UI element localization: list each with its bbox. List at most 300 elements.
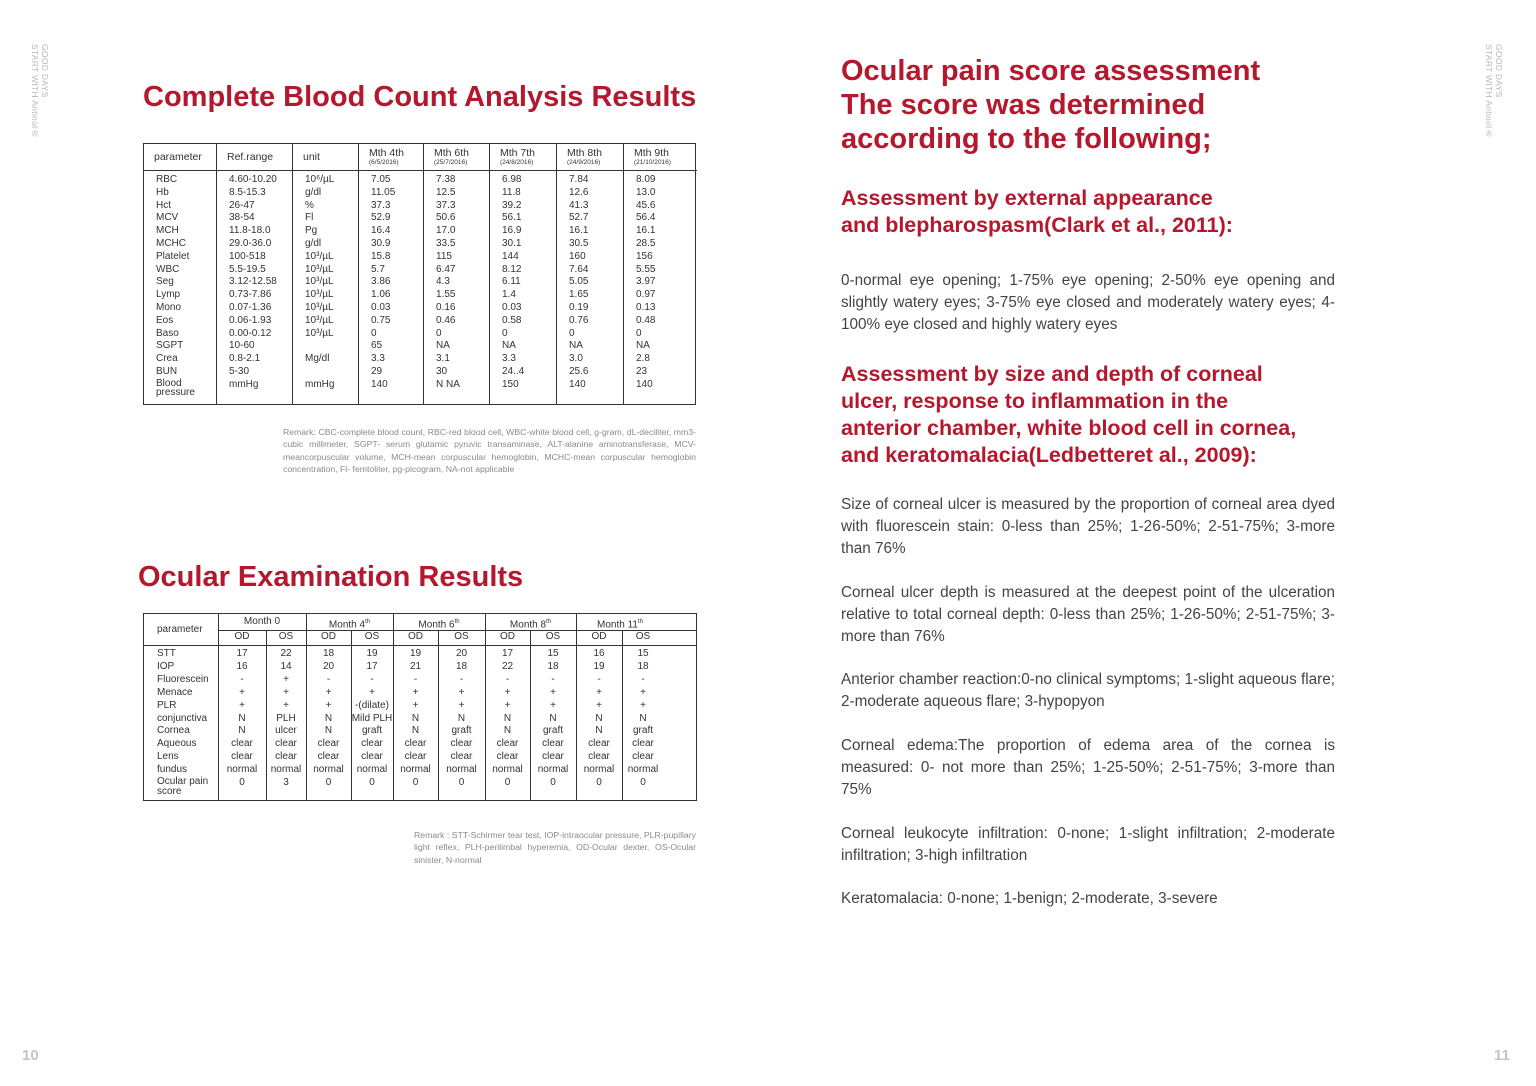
cbc-cell: 4.60-10.20: [229, 174, 277, 185]
ocular-param-label: Menace: [157, 686, 193, 698]
cbc-cell: 0: [636, 327, 642, 339]
cbc-cell: 16.1: [569, 225, 589, 237]
ocular-cell: +: [640, 699, 646, 711]
cbc-header-date: (24/9/2016): [567, 159, 601, 166]
paragraph-anterior-chamber: Anterior chamber reaction:0-no clinical symptoms; 1-slight aqueous flare; 2-moderate aqueous flare; 3-hypopyon: [841, 671, 1335, 710]
cbc-cell: g/dl: [305, 186, 322, 198]
ocular-cell: clear: [231, 751, 253, 763]
cbc-cell: 5.5-19.5: [229, 263, 266, 275]
ocular-eye-label: OD: [408, 631, 423, 642]
ocular-cell: normal: [356, 764, 388, 776]
cbc-title: Complete Blood Count Analysis Results: [143, 81, 697, 113]
ocular-cell: normal: [400, 764, 431, 776]
cbc-cell: 0.19: [569, 302, 589, 313]
ocular-cell: 19: [593, 660, 605, 672]
cbc-cell: 140: [636, 378, 653, 390]
cbc-cell: Fl: [305, 212, 314, 224]
ocular-cell: 0: [412, 777, 419, 788]
cbc-header-cell: [490, 144, 556, 171]
page-number-left: 10: [22, 1047, 39, 1064]
cbc-table: [143, 143, 696, 405]
cbc-header-cell: [144, 144, 216, 171]
cbc-cell: NA: [502, 340, 516, 352]
ocular-cell: clear: [361, 738, 383, 750]
ocular-cell: 0: [458, 777, 465, 788]
section2-line-3: anterior chamber, white blood cell in cornea,: [841, 416, 1297, 440]
ocular-title: Ocular Examination Results: [138, 561, 524, 593]
ocular-cell: normal: [627, 764, 659, 776]
cbc-cell: Mg/dl: [305, 353, 330, 365]
cbc-cell: 15.8: [371, 250, 391, 262]
cbc-cell: 3.12-12.58: [229, 276, 277, 288]
ocular-cell: 20: [455, 648, 468, 659]
cbc-cell: 29.0-36.0: [229, 238, 272, 249]
cbc-remark: Remark: CBC-complete blood count, RBC-red blood cell, WBC-white blood cell, g-gram, dL-deciliter, mm3-cubic millimeter, SGPT- serum glutamic pyruvic transaminase, ALT-alanine aminotransferase, MCV-meancorpuscular volume, MCH-mean corpuscular hemoglobin, MCHC-mean corpuscular hemoglobin concentration, Fl- femtoliter, pg-picogram, NA-not applicable: [283, 427, 696, 474]
ocular-cell: normal: [446, 764, 477, 776]
ocular-cell: clear: [450, 751, 473, 763]
cbc-cell: 0.00-0.12: [229, 327, 272, 339]
cbc-cell: 2.8: [636, 353, 650, 365]
ocular-param-label: PLR: [157, 699, 177, 711]
ocular-cell: clear: [404, 738, 427, 750]
cbc-cell: 52.9: [371, 212, 391, 224]
ocular-month-header: Month 11th: [597, 619, 643, 631]
ocular-cell: normal: [583, 764, 615, 776]
cbc-header-label: Mth 4th: [369, 147, 405, 159]
ocular-cell: +: [412, 686, 419, 698]
ocular-param-label: Aqueous: [157, 738, 197, 750]
cbc-header-label: parameter: [154, 150, 202, 163]
cbc-cell: 38-54: [229, 212, 255, 224]
cbc-cell: 33.5: [436, 238, 456, 249]
cbc-cell: 8.5-15.3: [229, 186, 266, 198]
ocular-eye-label: OS: [364, 631, 380, 642]
cbc-header-label: Mth 7th: [500, 147, 536, 159]
section1-line-2: and blepharospasm(Clark et al., 2011):: [841, 213, 1233, 237]
ocular-cell: clear: [317, 738, 340, 750]
paragraph-ulcer-size: Size of corneal ulcer is measured by the proportion of corneal area dyed with fluorescein stain: 0-less than 25%; 1-26-50%; 2-51-75%; 3-more than 76%: [841, 496, 1335, 557]
ocular-cell: 0: [640, 777, 646, 788]
cbc-cell: 5.7: [371, 263, 385, 275]
cbc-header-label: Mth 9th: [634, 147, 670, 159]
cbc-cell: 115: [436, 250, 452, 262]
cbc-cell: 10³/µL: [305, 289, 334, 301]
cbc-cell: 11.05: [371, 186, 396, 198]
ocular-cell: +: [550, 686, 556, 698]
cbc-cell: 30.5: [569, 238, 589, 249]
ocular-cell: clear: [588, 738, 610, 750]
cbc-cell: 6.47: [436, 263, 456, 275]
cbc-cell: 56.1: [502, 212, 522, 224]
ocular-param-label: fundus: [157, 764, 188, 776]
cbc-cell: 16.1: [636, 225, 656, 237]
ocular-table: [143, 613, 697, 801]
page-number-right: 11: [1494, 1047, 1510, 1064]
cbc-cell: 5-30: [229, 366, 250, 377]
ocular-cell: N: [639, 712, 647, 724]
cbc-header-label: unit: [303, 150, 320, 163]
ocular-param-label: STT: [157, 648, 176, 659]
cbc-header-label: Mth 6th: [434, 147, 470, 159]
cbc-cell: 156: [636, 250, 653, 262]
cbc-cell: 7.84: [569, 174, 589, 185]
cbc-cell: 39.2: [502, 199, 522, 211]
cbc-cell: 1.55: [436, 289, 456, 301]
ocular-cell: normal: [492, 764, 523, 776]
ocular-cell: +: [412, 699, 419, 711]
cbc-cell: NA: [569, 340, 583, 352]
ocular-cell: 18: [455, 660, 468, 672]
ocular-cell: +: [239, 686, 245, 698]
cbc-cell: g/dl: [305, 238, 322, 249]
section1-line-1: Assessment by external appearance: [841, 186, 1213, 210]
ocular-cell: N: [503, 725, 512, 737]
ocular-eye-label: OD: [234, 631, 250, 642]
ocular-eye-label: OS: [635, 631, 651, 642]
cbc-cell: 30: [436, 366, 448, 377]
cbc-cell: 26-47: [229, 199, 255, 211]
ocular-cell: 20: [322, 660, 335, 672]
cbc-cell: BUN: [156, 366, 178, 377]
ocular-eye-label: OD: [500, 631, 515, 642]
cbc-cell: 12.6: [569, 186, 589, 198]
cbc-cell: 11.8-18.0: [229, 225, 271, 237]
ocular-cell: +: [504, 699, 511, 711]
cbc-cell: 10³/µL: [305, 314, 334, 326]
ocular-cell: N: [238, 712, 246, 724]
ocular-cell: clear: [231, 738, 253, 750]
ocular-cell: normal: [270, 764, 302, 776]
cbc-cell: RBC: [156, 174, 178, 185]
ocular-cell: 17: [236, 648, 248, 659]
paragraph-corneal-edema: Corneal edema:The proportion of edema area of the cornea is measured: 0- not more than 25%; 1-25-50%; 2-51-75%; 3-more than 75%: [841, 737, 1335, 798]
cbc-header-date: (21/10/2016): [634, 159, 671, 166]
ocular-month-header: Month 6th: [418, 619, 460, 631]
cbc-cell: Lymp: [156, 289, 181, 301]
ocular-eye-label: OS: [278, 631, 294, 642]
ocular-cell: 15: [547, 648, 559, 659]
brand-line-2: START WITH Antinol®: [1484, 44, 1494, 139]
section-corneal-ulcer-heading: [841, 361, 1296, 469]
cbc-header-date: (25/7/2016): [434, 159, 468, 166]
cbc-cell: 8.09: [636, 174, 656, 185]
cbc-header-cell: [624, 144, 697, 171]
cbc-cell: MCV: [156, 212, 179, 224]
ocular-cell: PLH: [276, 712, 296, 724]
cbc-cell: 29: [371, 366, 383, 377]
ocular-cell: N: [457, 712, 466, 724]
ocular-cell: N: [411, 725, 420, 737]
ocular-header-parameter: parameter: [157, 624, 203, 635]
cbc-cell: 7.38: [436, 174, 456, 185]
cbc-column: [490, 144, 557, 404]
ocular-cell: 22: [501, 660, 514, 672]
cbc-header-date: (24/8/2016): [500, 159, 534, 166]
ocular-cell: clear: [317, 751, 340, 763]
ocular-cell: 22: [280, 648, 292, 659]
cbc-cell: 1.06: [371, 289, 391, 301]
cbc-cell: 10³/µL: [305, 302, 334, 313]
brand-tagline-right: [1484, 44, 1504, 139]
cbc-column: [424, 144, 490, 404]
ocular-cell: clear: [496, 751, 519, 763]
cbc-header-cell: [217, 144, 292, 171]
cbc-cell: 11.8: [502, 186, 521, 198]
ocular-cell: +: [325, 699, 332, 711]
cbc-cell: 7.64: [569, 263, 589, 275]
cbc-cell: Baso: [156, 327, 179, 339]
cbc-column: [217, 144, 293, 404]
ocular-cell: graft: [361, 725, 382, 737]
cbc-cell: %: [305, 199, 314, 211]
cbc-cell: 30.9: [371, 238, 391, 249]
cbc-cell: 6.11: [502, 276, 521, 288]
ocular-cell: -(dilate): [355, 699, 389, 711]
cbc-cell: 7.05: [371, 174, 391, 185]
section-external-appearance-heading: [841, 185, 1233, 239]
ocular-cell: +: [550, 699, 556, 711]
cbc-cell: 10³/µL: [305, 250, 334, 262]
cbc-header-label: Ref.range: [227, 150, 274, 163]
title-line-1: Ocular pain score assessment: [841, 55, 1261, 87]
title-line-2: The score was determined: [841, 89, 1206, 121]
cbc-cell: Pg: [305, 225, 318, 237]
ocular-cell: N: [238, 725, 246, 737]
ocular-eye-label: OS: [454, 631, 469, 642]
cbc-cell: 0.03: [371, 302, 391, 313]
ocular-cell: -: [459, 673, 464, 685]
cbc-cell: NA: [436, 340, 450, 352]
ocular-param-label: Ocular pain score: [157, 776, 209, 797]
ocular-cell: Mild PLH: [351, 712, 393, 724]
brand-tagline-left: [30, 44, 50, 139]
cbc-cell: Hct: [156, 199, 171, 211]
cbc-cell: 150: [502, 378, 519, 390]
cbc-cell: 6.98: [502, 174, 522, 185]
cbc-cell: SGPT: [156, 340, 184, 352]
cbc-cell: Mono: [156, 302, 182, 313]
section2-line-1: Assessment by size and depth of corneal: [841, 362, 1263, 386]
cbc-cell: 10⁶/µL: [305, 174, 335, 185]
ocular-cell: clear: [632, 738, 654, 750]
cbc-cell: 25.6: [569, 366, 589, 377]
cbc-cell: 0.48: [636, 314, 656, 326]
cbc-cell: Crea: [156, 353, 178, 365]
ocular-cell: +: [596, 686, 602, 698]
cbc-cell: 0.58: [502, 314, 522, 326]
ocular-cell: +: [458, 686, 465, 698]
ocular-cell: 21: [409, 660, 422, 672]
section1-text: 0-normal eye opening; 1-75% eye opening; 2-50% eye opening and slightly watery eyes; 3-75% eye closed and moderately watery eyes; 4-100% eye closed and highly watery eyes: [841, 272, 1335, 333]
ocular-eye-label: OD: [591, 631, 607, 642]
ocular-cell: 19: [366, 648, 378, 659]
cbc-cell: 100-518: [229, 250, 266, 262]
cbc-cell: 4.3: [436, 276, 450, 288]
cbc-header-cell: [293, 144, 358, 171]
cbc-cell: Eos: [156, 314, 174, 326]
cbc-cell: Hb: [156, 186, 169, 198]
cbc-cell: 0: [436, 327, 442, 339]
cbc-cell: 3.86: [371, 276, 391, 288]
ocular-cell: ulcer: [275, 725, 297, 737]
ocular-cell: normal: [537, 764, 569, 776]
brand-line-1: GOOD DAYS: [40, 44, 50, 98]
ocular-cell: +: [283, 673, 289, 685]
ocular-cell: clear: [542, 751, 564, 763]
cbc-cell: 0.97: [636, 289, 656, 301]
cbc-cell: 24..4: [502, 366, 525, 377]
cbc-cell: 10³/µL: [305, 263, 334, 275]
ocular-cell: N: [324, 712, 333, 724]
cbc-cell: 65: [371, 340, 383, 352]
cbc-cell: 0.76: [569, 314, 589, 326]
cbc-cell: 1.65: [569, 289, 589, 301]
ocular-cell: 0: [239, 777, 245, 788]
ocular-cell: +: [325, 686, 332, 698]
ocular-cell: 17: [501, 648, 514, 659]
cbc-cell: 50.6: [436, 212, 456, 224]
ocular-param-label: Fluorescein: [157, 673, 209, 685]
ocular-eye-label: OD: [321, 631, 336, 642]
cbc-cell: 160: [569, 250, 586, 262]
cbc-cell: MCH: [156, 225, 179, 237]
cbc-cell: MCHC: [156, 238, 186, 249]
ocular-cell: graft: [632, 725, 653, 737]
cbc-column: [293, 144, 359, 404]
ocular-cell: clear: [361, 751, 383, 763]
ocular-param-label: Cornea: [157, 725, 190, 737]
ocular-cell: clear: [542, 738, 564, 750]
ocular-param-label: IOP: [157, 660, 175, 672]
cbc-cell: WBC: [156, 263, 180, 275]
cbc-cell: 0: [569, 327, 575, 339]
ocular-cell: +: [504, 686, 511, 698]
cbc-column: [557, 144, 624, 404]
cbc-cell: 45.6: [636, 199, 656, 211]
cbc-cell: 140: [371, 378, 388, 390]
ocular-pain-title: [841, 54, 1260, 156]
ocular-cell: 16: [236, 660, 248, 672]
cbc-cell: 10-60: [229, 340, 255, 352]
cbc-cell: 140: [569, 378, 586, 390]
ocular-cell: normal: [226, 764, 258, 776]
cbc-cell: mmHg: [305, 378, 335, 390]
cbc-cell: 37.3: [371, 199, 391, 211]
paragraph-ulcer-depth: Corneal ulcer depth is measured at the deepest point of the ulceration relative to total corneal depth: 0-less than 25%; 1-26-50%; 2-51-75%; 3-more than 76%: [841, 584, 1335, 645]
ocular-cell: +: [283, 699, 289, 711]
cbc-cell: 13.0: [636, 186, 656, 198]
cbc-cell: 3.3: [371, 353, 385, 365]
cbc-cell: Platelet: [156, 250, 190, 262]
cbc-cell: 3.97: [636, 276, 656, 288]
ocular-cell: -: [597, 673, 601, 685]
ocular-cell: +: [640, 686, 646, 698]
ocular-month-header: Month 0: [243, 616, 281, 627]
cbc-header-cell: [557, 144, 623, 171]
ocular-cell: clear: [632, 751, 654, 763]
ocular-cell: 14: [280, 660, 292, 672]
ocular-cell: 0: [596, 777, 602, 788]
ocular-cell: +: [458, 699, 465, 711]
ocular-cell: -: [641, 673, 645, 685]
ocular-cell: 0: [504, 777, 511, 788]
cbc-cell: 0.13: [636, 302, 656, 313]
cbc-cell: 0.8-2.1: [229, 353, 261, 365]
cbc-cell: 0.73-7.86: [229, 289, 272, 301]
ocular-cell: 19: [409, 648, 422, 659]
ocular-param-label: conjunctiva: [157, 712, 208, 724]
cbc-cell: 56.4: [636, 212, 656, 224]
cbc-cell: 0: [371, 327, 377, 339]
cbc-cell: Blood pressure: [156, 377, 195, 399]
ocular-cell: -: [551, 673, 555, 685]
cbc-cell: 0: [502, 327, 508, 339]
ocular-cell: 16: [593, 648, 605, 659]
section2-line-2: ulcer, response to inflammation in the: [841, 389, 1229, 413]
ocular-cell: normal: [313, 764, 344, 776]
ocular-cell: 17: [366, 660, 378, 672]
cbc-cell: NA: [636, 340, 650, 352]
cbc-column: [144, 144, 217, 404]
ocular-cell: clear: [275, 751, 297, 763]
cbc-cell: 3.1: [436, 353, 450, 365]
ocular-cell: -: [326, 673, 331, 685]
cbc-cell: mmHg: [229, 378, 259, 390]
ocular-cell: N: [411, 712, 420, 724]
ocular-cell: graft: [542, 725, 563, 737]
cbc-cell: 30.1: [502, 238, 522, 249]
ocular-cell: N: [503, 712, 512, 724]
cbc-cell: 5.05: [569, 276, 589, 288]
ocular-cell: 0: [550, 777, 556, 788]
ocular-cell: -: [413, 673, 418, 685]
cbc-header-date: (6/5/2016): [369, 159, 399, 166]
ocular-cell: +: [369, 686, 375, 698]
cbc-cell: 41.3: [569, 199, 589, 211]
ocular-cell: graft: [451, 725, 472, 737]
cbc-cell: 5.55: [636, 263, 656, 275]
cbc-cell: 0.16: [436, 302, 456, 313]
cbc-cell: 16.9: [502, 225, 522, 237]
ocular-cell: +: [283, 686, 289, 698]
ocular-eye-label: OS: [545, 631, 561, 642]
brand-line-2: START WITH Antinol®: [30, 44, 40, 139]
ocular-param-label: Lens: [157, 751, 179, 763]
ocular-cell: 18: [547, 660, 559, 672]
cbc-cell: 0.03: [502, 302, 522, 313]
ocular-cell: N: [549, 712, 557, 724]
section2-line-4: and keratomalacia(Ledbetteret al., 2009):: [841, 443, 1257, 467]
cbc-cell: 28.5: [636, 238, 656, 249]
cbc-cell: 0.75: [371, 314, 391, 326]
ocular-cell: -: [240, 673, 244, 685]
ocular-remark: Remark : STT-Schirmer tear test, IOP-intraocular pressure, PLR-pupillary light reflex, PLH-perilimbal hyperemia, OD-Ocular dexter, OS-Ocular sinister, N-normal: [414, 830, 696, 865]
cbc-cell: Seg: [156, 276, 174, 288]
cbc-cell: 17.0: [436, 225, 456, 237]
cbc-cell: 1.4: [502, 289, 516, 301]
ocular-cell: 18: [637, 660, 649, 672]
title-line-3: according to the following;: [841, 123, 1212, 155]
cbc-column: [624, 144, 697, 404]
ocular-cell: clear: [588, 751, 610, 763]
cbc-cell: 16.4: [371, 225, 391, 237]
ocular-cell: +: [239, 699, 245, 711]
cbc-cell: N NA: [436, 378, 460, 390]
cbc-header-cell: [424, 144, 489, 171]
cbc-cell: 37.3: [436, 199, 456, 211]
ocular-cell: 15: [637, 648, 649, 659]
cbc-cell: 0.07-1.36: [229, 302, 272, 313]
